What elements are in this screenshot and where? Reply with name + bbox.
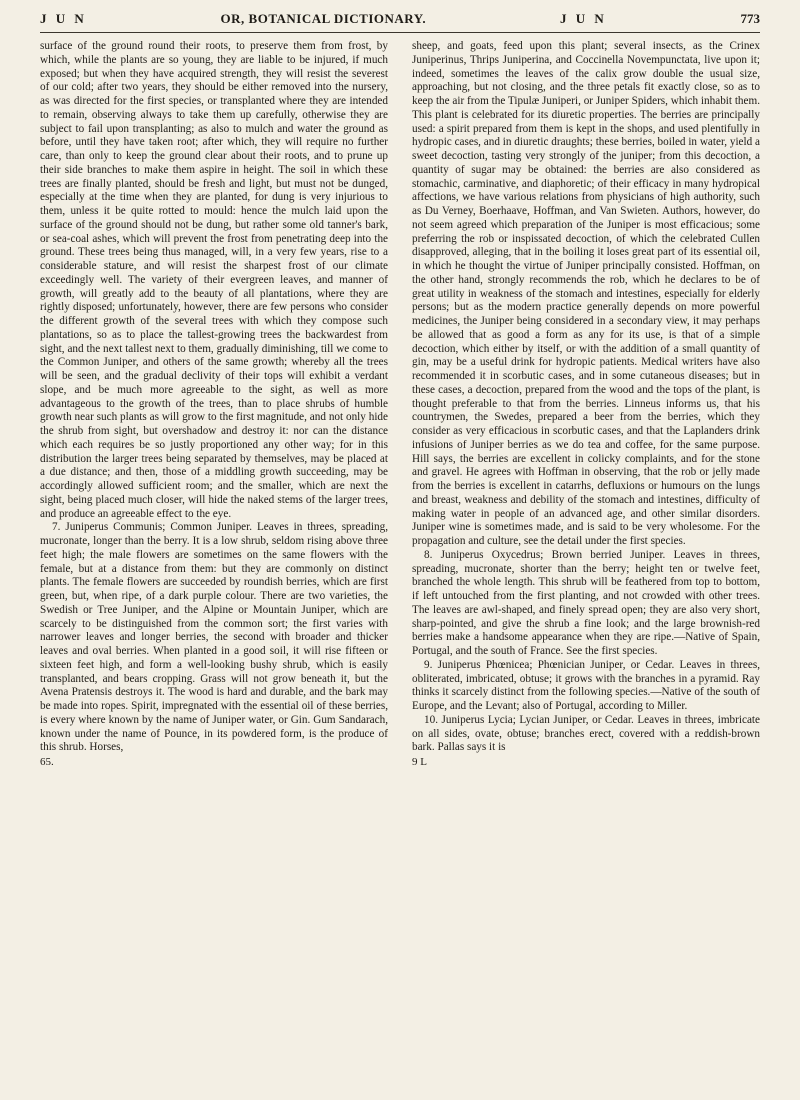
left-column (40, 40, 388, 1095)
right-column (412, 40, 760, 1095)
page-title: OR, BOTANICAL DICTIONARY. (220, 11, 427, 26)
paragraph: 8. Juniperus Oxycedrus; Brown berried Juniper. Leaves in threes, spreading, mucronate, shorter than the berry; height ten or twelve feet, branched the whole length. This shrub will be feathered from top to bottom, if left untouched from the first planting, and not crowded with other trees. The leaves are awl-shaped, and finely spread open; they are also very short, sharp-pointed, and give the shrub a fine look; and the large brownish-red berries make a handsome appearance when they are ripe.—Native of Spain, Portugal, and the south of France. See the first species. (412, 548, 760, 657)
page-header (40, 6, 760, 33)
running-head-right: J U N (559, 11, 607, 26)
signature-left: 65. (40, 756, 54, 768)
signature-mark (40, 756, 388, 770)
paragraph: sheep, and goats, feed upon this plant; several insects, as the Crinex Juniperinus, Thrips Juniperina, and Coccinella Novempunctata, live upon it; indeed, sometimes the leaves of the calix grow double the usual size, approaching, but not closing, and the three petals fit exactly close, so as to keep the air from the Tipulæ Juniperi, or Juniper Spiders, which inhabit them. This plant is celebrated for its diuretic properties. The berries are principally used: a spirit prepared from them is kept in the shops, and used plentifully in hydropic cases, and in diuretic draughts; these berries, boiled in water, yield a sweet decoction, tasting very strongly of the juniper; from this decoction, a quantity of sugar may be obtained: the berries are also considered as stomachic, carminative, and diaphoretic; of their efficacy in many hydropical affections, we have various relations from physicians of high authority, such as Du Verney, Boerhaave, Hoffman, and Van Swieten. Authors, however, do not seem agreed which preparation of the Juniper is most efficacious; some preferring the rob or inspissated decoction, of which the celebrated Cullen disapproved, alleging, that in the boiling it loses great part of its essential oil, in which he thought the virtue of Juniper principally consisted. Hoffman, on the other hand, strongly recommends the rob, which he declares to be of great utility in weakness of the stomach and intestines, especially for elderly persons; but as the modern practice generally depends on more powerful medicines, the Juniper being considered in a secondary view, it may perhaps be allowed that as good a form as any for its use, is that of a simple decoction, which either by itself, or with the addition of a small quantity of gin, may be a useful drink for hydropic patients. Medical writers have also recommended it in scorbutic cases, and in some cutaneous diseases; but in these cases, a decoction, prepared from the wood and the tops of the plant, is thought preferable to that from the berries. Linneus informs us, that his countrymen, the Swedes, prepared a beer from the berries, which they consider as very efficacious in scorbutic cases, and that the Laplanders drink infusions of Juniper berries as we do tea and coffee, for the same purpose. Hill says, the berries are excellent in colicky complaints, and for the stone and gravel. He agrees with Hoffman in observing, that the rob or jelly made from the berries is excellent in catarrhs, defluxions or humours on the lungs and breast, weakness and debility of the stomach and intestines, difficulty of making water in people of an advanced age, and other similar disorders. Juniper wine is sometimes made, and is said to be very wholesome. For the propagation and culture, see the detail under the first species. (412, 40, 760, 547)
running-head-left: J U N (40, 11, 87, 26)
page-number: 773 (740, 11, 760, 26)
paragraph: 9. Juniperus Phœnicea; Phœnician Juniper, or Cedar. Leaves in threes, obliterated, imbricated, obtuse; it grows with the branches in a pyramid. Ray thinks it scarcely distinct from the following species.—Native of the south of Europe, and the Levant; also of Portugal, according to Miller. (412, 658, 760, 712)
signature-right: 9 L (412, 756, 427, 768)
signature-mark (412, 756, 760, 770)
paragraph: 7. Juniperus Communis; Common Juniper. Leaves in threes, spreading, mucronate, longer than the berry. It is a low shrub, seldom rising above three feet high; the male flowers are sometimes on the same flowers with the female, but at a distance from them: but they are commonly on distinct plants. The female flowers are succeeded by roundish berries, which are first green, but, when ripe, of a dark purple colour. There are two varieties, the Swedish or Tree Juniper, and the Alpine or Mountain Juniper, which are scarcely to be distinguished from the common sort; the first varies with narrower leaves and longer berries, the second with broader and thicker leaves and oval berries. When planted in a good soil, it will rise fifteen or sixteen feet high, and form a well-looking bushy shrub, which is easily transplanted, and bears cropping. Grass will not grow beneath it, but the Avena Pratensis destroys it. The wood is hard and durable, and the bark may be made into ropes. Spirit, impregnated with the essential oil of these berries, is every where known by the name of Juniper water, or Gin. Gum Sandarach, known under the name of Pounce, in its powdered form, is the produce of this shrub. Horses, (40, 521, 388, 754)
paragraph: 10. Juniperus Lycia; Lycian Juniper, or Cedar. Leaves in threes, imbricate on all sides, ovate, obtuse; branches erect, covered with a reddish-brown bark. Pallas says it is (412, 713, 760, 754)
text-columns (40, 40, 760, 1095)
paragraph: surface of the ground round their roots, to preserve them from frost, by which, while the plants are so young, they are liable to be injured, if much exposed; but when they have acquired strength, they will resist the severest of our cold; after two years, they should be either removed into the nursery, as was directed for the first species, or transplanted where they are intended to remain, observing always to take them up carefully, otherwise they are subject to fail upon transplanting; as also to mulch and water the ground as before, until they have taken root; after which, they will require no further care, than only to keep the ground clear about their roots, and to prune up their side branches to make them aspire in height. The soil in which these trees are finally planted, should be fresh and light, but must not be dunged, especially at the time when they are planted, for dung is very injurious to them, unless it be quite rotted to mould: hence the mulch laid upon the surface of the ground should not be dung, but rather some old tanner's bark, or sea-coal ashes, which will prevent the frost from penetrating deep into the ground. These trees being thus managed, will, in a very few years, rise to a considerable stature, and will resist the sharpest frost of our climate exceedingly well. The variety of their evergreen leaves, and manner of growth, will greatly add to the beauty of all plantations, where they are rightly disposed; unfortunately, however, there are few persons who consider the different growth of the several trees with which they compose such plantations, so as to place the tallest-growing trees the backwardest from sight, and the next tallest next to them, gradually diminishing, till we come to the Common Juniper, and others of the same growth; whereby all the trees will be seen, and the gradual declivity of their tops will exhibit a verdant slope, and be much more agreeable to the sight, as well as more advantageous to the growth of the trees, than to place shrubs of humble growth near such plants as will grow to the first magnitude, and not only hide the shrub from sight, but overshadow and destroy it: nor can the distance which each requires be so justly proportioned any other way; for in this distribution the larger trees being separated by themselves, may be placed at a due distance; and then, those of a middling growth succeeding, may be accordingly allowed sufficient room; and the smaller, which are next the sight, being placed much closer, will hide the naked stems of the larger trees, and produce an agreeable effect to the eye. (40, 40, 388, 520)
